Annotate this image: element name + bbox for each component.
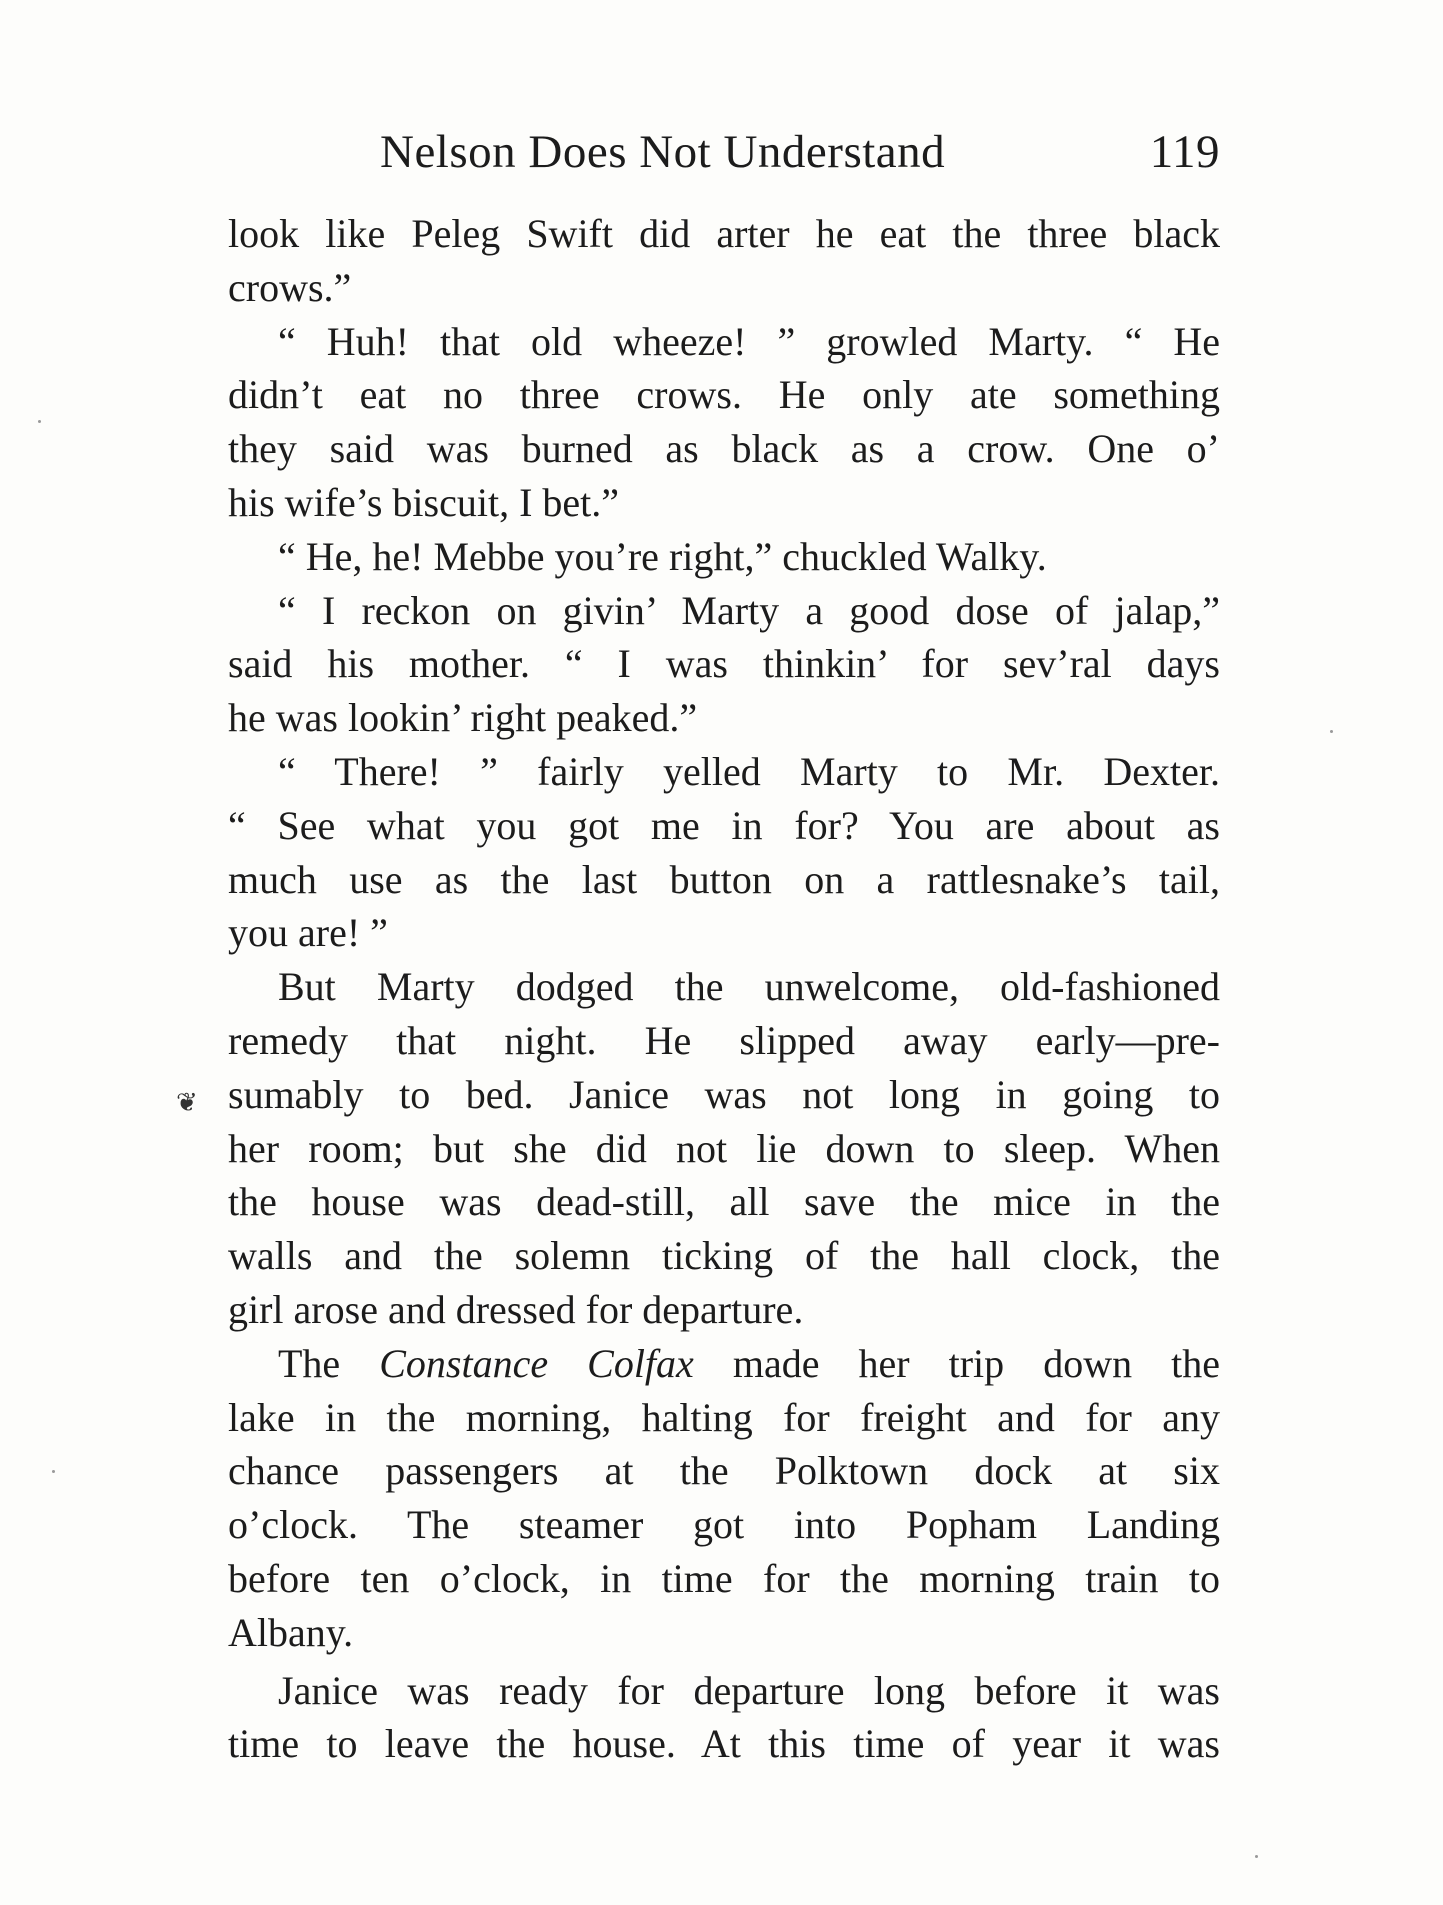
scan-speck [1255,1855,1258,1858]
text-line: “ See what you got me in for? You are about as [228,802,1220,848]
text-line: time to leave the house. At this time of year it was [228,1721,1220,1767]
chapter-title: Nelson Does Not Understand [380,126,946,178]
text-line: “ There! ” fairly yelled Marty to Mr. Dexter. [278,748,1220,794]
text-line: said his mother. “ I was thinkin’ for sev’ral days [228,641,1220,687]
text-line: chance passengers at the Polktown dock at six [228,1448,1220,1494]
margin-ornament: ❦ [176,1088,198,1117]
text-line: the house was dead-still, all save the mice in the [228,1179,1220,1225]
text-line: lake in the morning, halting for freight and for any [228,1394,1220,1440]
page-number: 119 [1149,126,1220,178]
text-line: But Marty dodged the unwelcome, old-fashioned [278,964,1220,1010]
text-line: didn’t eat no three crows. He only ate something [228,372,1220,418]
running-head [380,122,1220,182]
text-line: they said was burned as black as a crow. One o’ [228,426,1220,472]
text-line: “ Huh! that old wheeze! ” growled Marty. “ He [278,318,1220,364]
text-line: you are! ” [228,910,388,956]
text-line: Janice was ready for departure long before it was [278,1667,1220,1713]
text-line: much use as the last button on a rattlesnake’s tail, [228,856,1220,902]
text-line: The Constance Colfax made her trip down the [278,1340,1220,1386]
body-text [228,207,1220,1771]
text-line: o’clock. The steamer got into Popham Landing [228,1502,1220,1548]
text-line: crows.” [228,264,352,310]
scan-speck [52,1470,55,1473]
text-line: remedy that night. He slipped away early—pre- [228,1017,1220,1063]
text-line: his wife’s biscuit, I bet.” [228,479,620,525]
scan-speck [1330,730,1333,733]
text-line: sumably to bed. Janice was not long in going to [228,1071,1220,1117]
text-line: “ He, he! Mebbe you’re right,” chuckled Walky. [278,533,1047,579]
scan-speck [38,420,41,423]
text-line: her room; but she did not lie down to sleep. When [228,1125,1220,1171]
ship-name: Constance Colfax [379,1340,694,1386]
text-line: walls and the solemn ticking of the hall clock, the [228,1233,1220,1279]
text-line: look like Peleg Swift did arter he eat the three black [228,211,1220,256]
text-line: Albany. [228,1609,354,1655]
text-line: “ I reckon on givin’ Marty a good dose of jalap,” [278,587,1220,633]
text-line: before ten o’clock, in time for the morning train to [228,1555,1220,1601]
text-line: girl arose and dressed for departure. [228,1286,804,1332]
text-line: he was lookin’ right peaked.” [228,695,698,741]
